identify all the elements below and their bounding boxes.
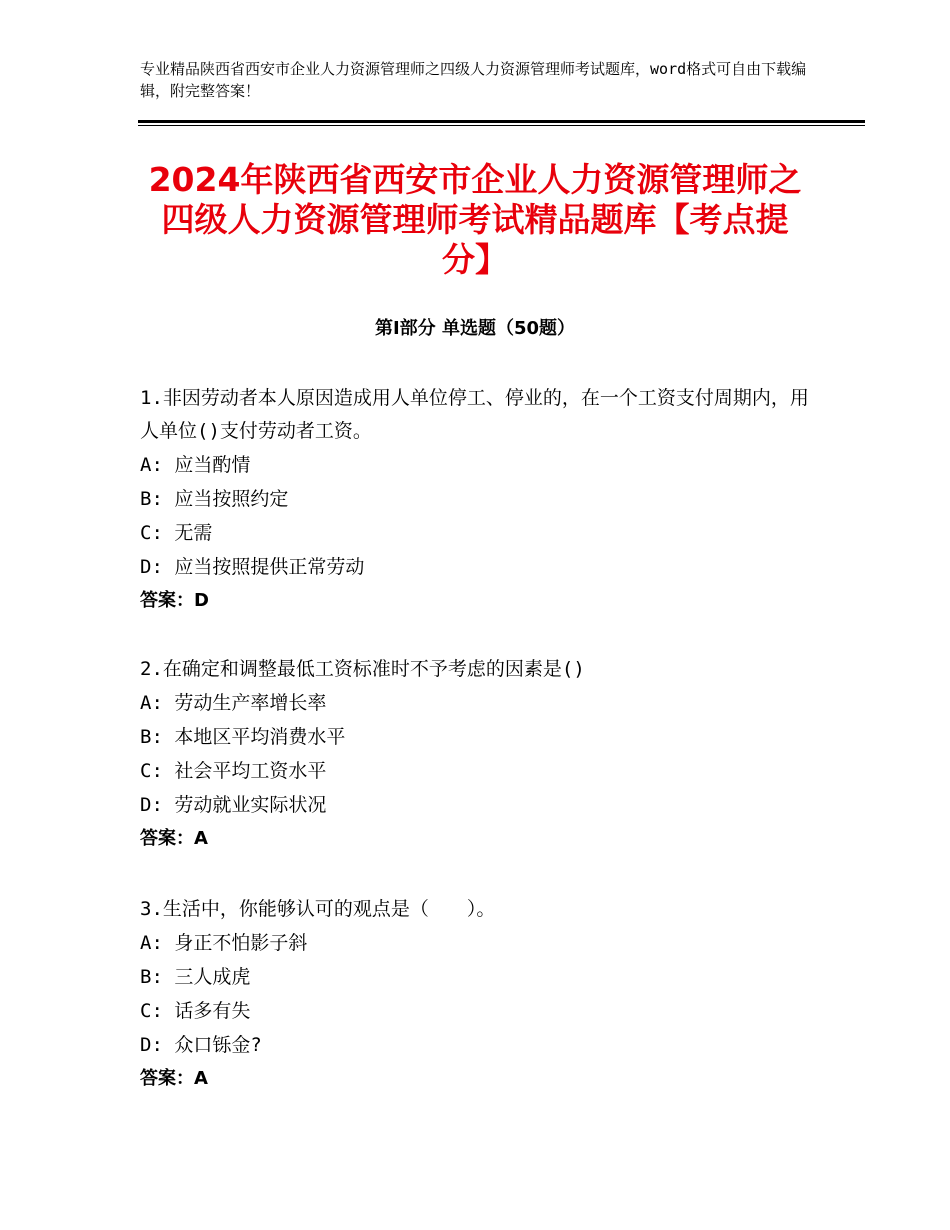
answer: 答案：D	[140, 590, 209, 611]
section-title: 第Ⅰ部分 单选题（50题）	[374, 318, 575, 339]
question-stem: 1.非因劳动者本人原因造成用人单位停工、停业的，在一个工资支付周期内，用人单位()支付劳动者工资。	[140, 387, 809, 442]
question-1	[140, 382, 820, 618]
question-stem: 3.生活中，你能够认可的观点是（ ）。	[140, 898, 496, 920]
option-c: C: 无需	[140, 522, 213, 544]
question-2	[140, 653, 820, 856]
answer: 答案：A	[140, 1068, 208, 1089]
header-note: 专业精品陕西省西安市企业人力资源管理师之四级人力资源管理师考试题库，word格式可自由下载编辑，附完整答案！	[140, 60, 807, 100]
document-title: 2024年陕西省西安市企业人力资源管理师之四级人力资源管理师考试精品题库【考点提分】	[148, 160, 802, 279]
answer: 答案：A	[140, 828, 208, 849]
question-stem: 2.在确定和调整最低工资标准时不予考虑的因素是()	[140, 658, 585, 680]
option-d: D: 众口铄金?	[140, 1034, 262, 1056]
option-c: C: 话多有失	[140, 1000, 251, 1022]
option-a: A: 应当酌情	[140, 454, 251, 476]
option-a: A: 劳动生产率增长率	[140, 692, 327, 714]
option-c: C: 社会平均工资水平	[140, 760, 327, 782]
option-b: B: 应当按照约定	[140, 488, 289, 510]
option-d: D: 劳动就业实际状况	[140, 794, 327, 816]
header-rule-thin	[138, 125, 865, 126]
header-rule-thick	[138, 120, 865, 123]
question-3	[140, 893, 820, 1096]
option-d: D: 应当按照提供正常劳动	[140, 556, 365, 578]
option-b: B: 本地区平均消费水平	[140, 726, 346, 748]
option-b: B: 三人成虎	[140, 966, 251, 988]
option-a: A: 身正不怕影子斜	[140, 932, 308, 954]
